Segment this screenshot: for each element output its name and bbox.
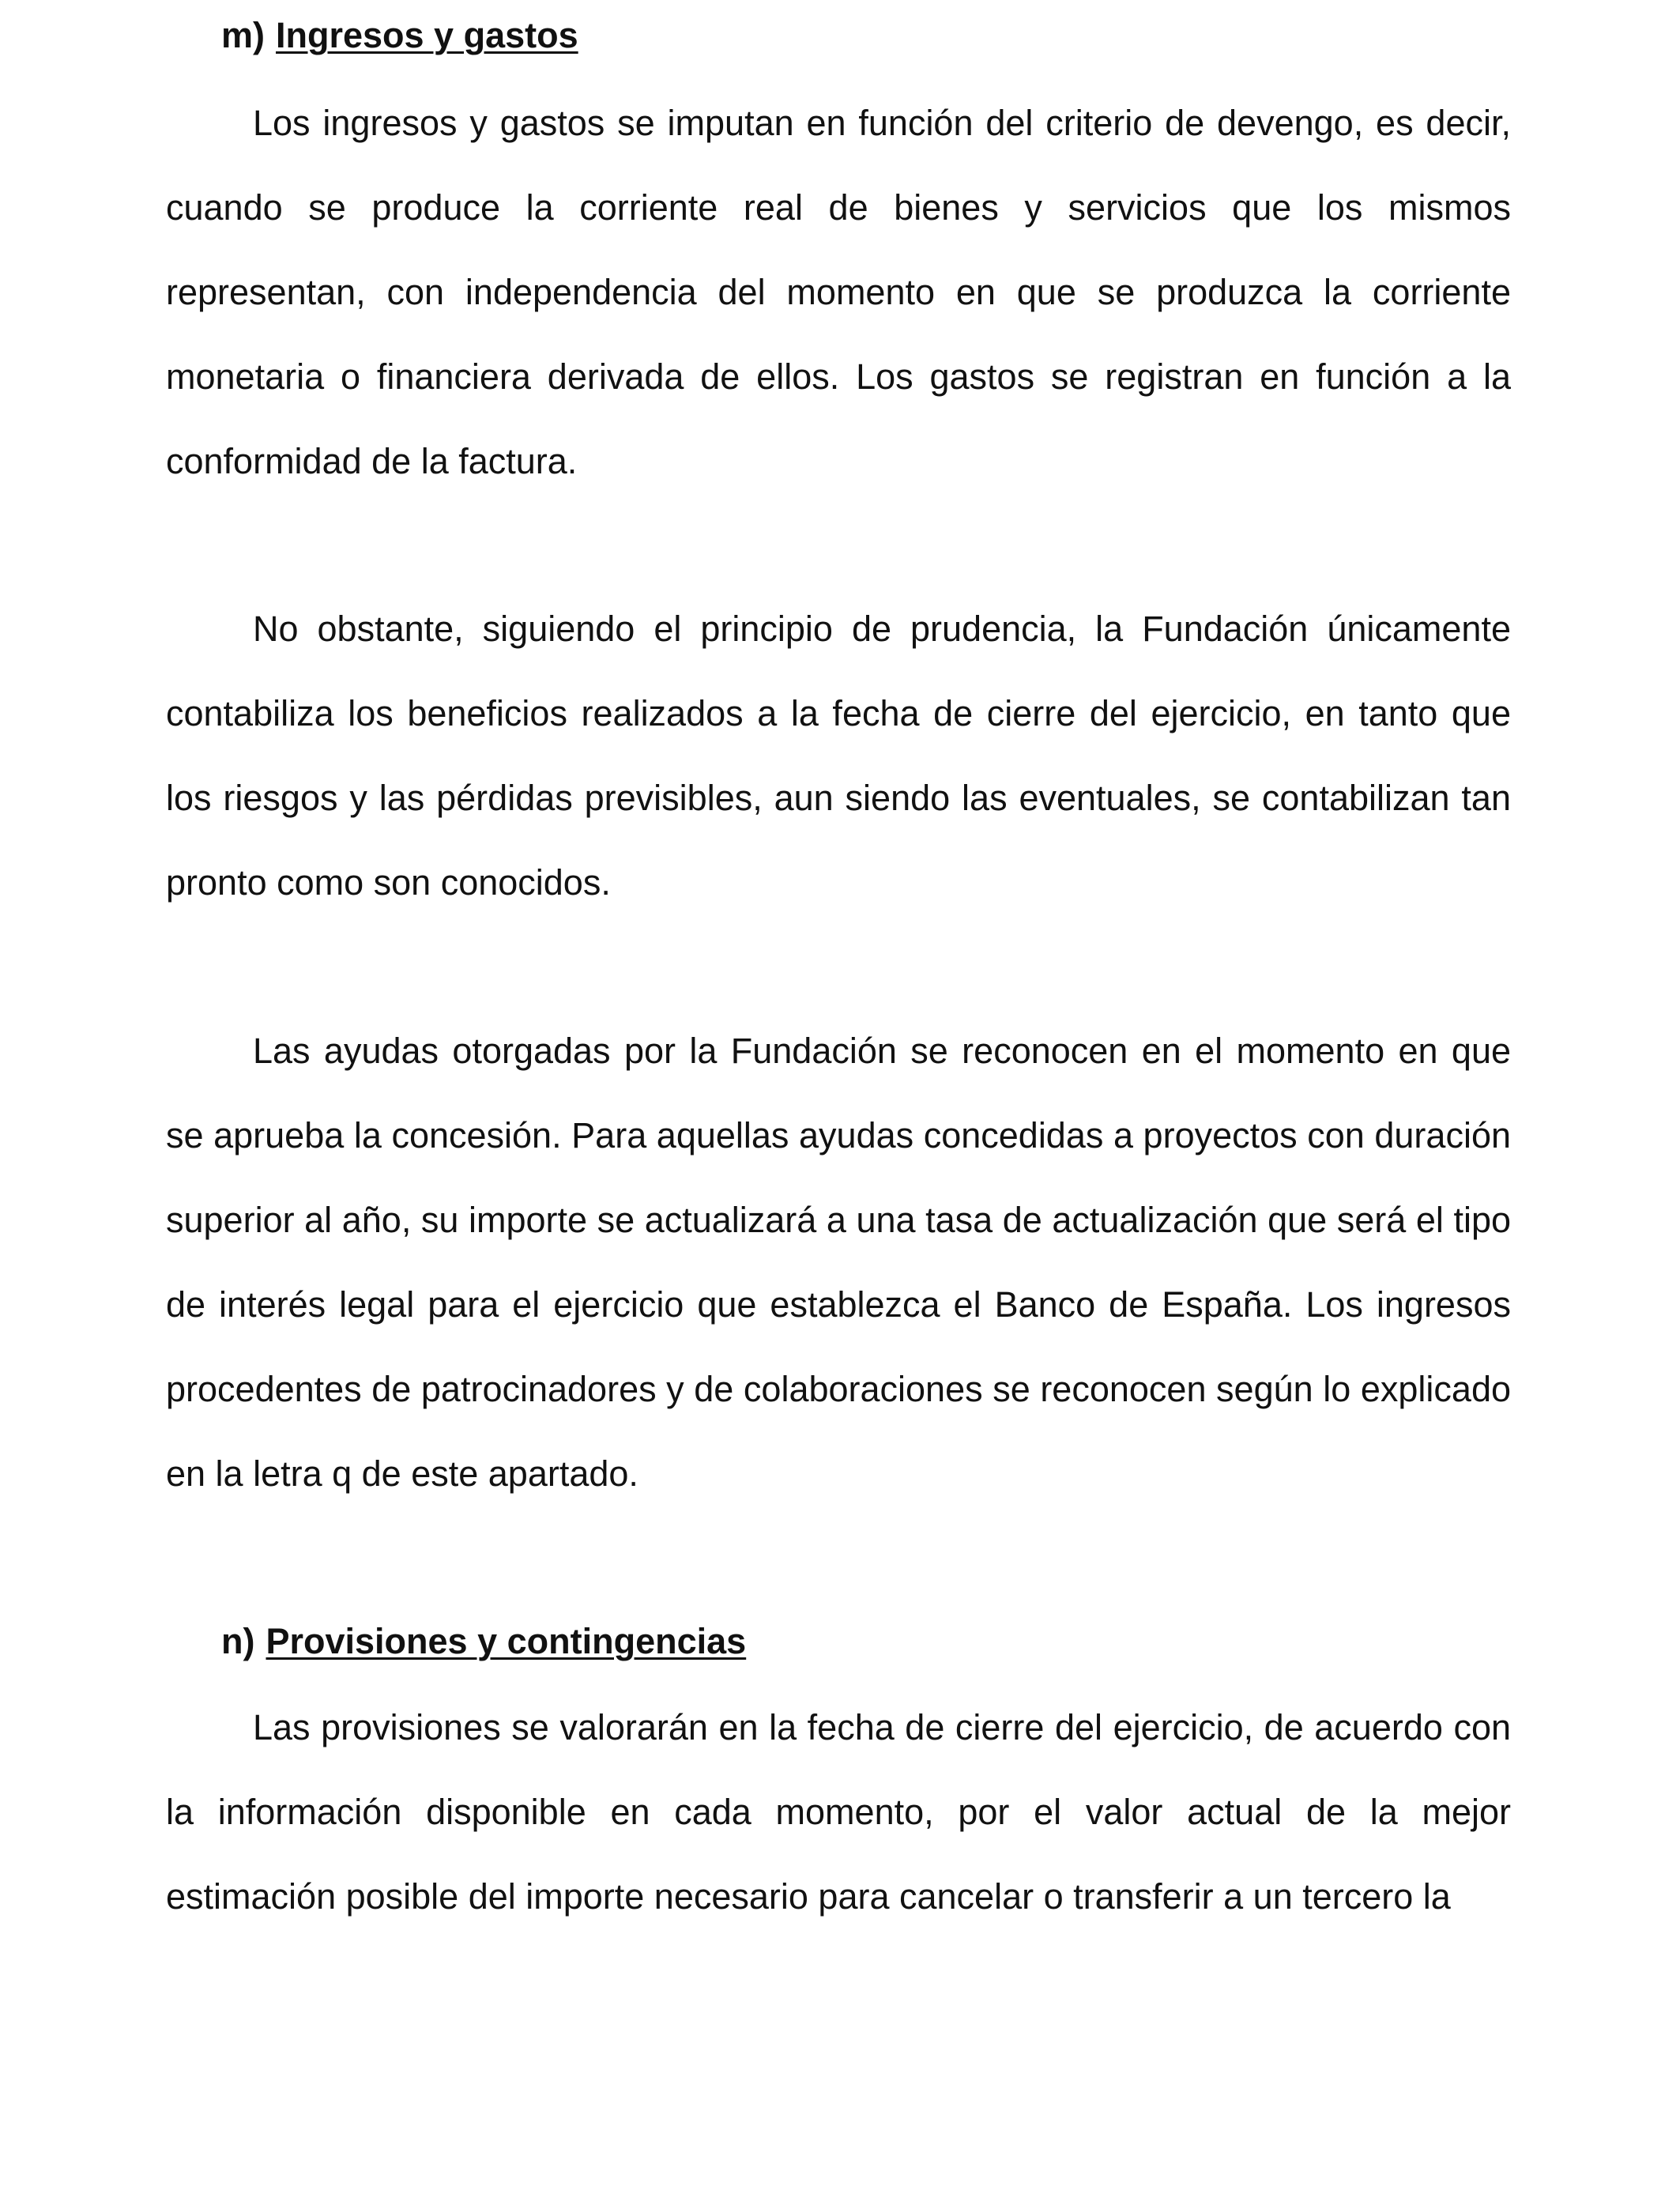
section-heading-m (221, 16, 578, 55)
section-marker: n) (221, 1621, 255, 1661)
section-title: Provisiones y contingencias (266, 1621, 747, 1661)
section-marker: m) (221, 15, 265, 55)
paragraph: Los ingresos y gastos se imputan en función del criterio de devengo, es decir, cuando se produce la corriente real de bienes y servicios que los mismos representan, con independencia del momento en que se produzca la corriente monetaria o financiera derivada de ellos. Los gastos se registran en función a la conformidad de la factura. (166, 103, 1511, 481)
paragraph: Las provisiones se valorarán en la fecha de cierre del ejercicio, de acuerdo con la información disponible en cada momento, por el valor actual de la mejor estimación posible del importe necesario para cancelar o transferir a un tercero la (166, 1707, 1511, 1917)
paragraph: No obstante, siguiendo el principio de prudencia, la Fundación únicamente contabiliza los beneficios realizados a la fecha de cierre del ejercicio, en tanto que los riesgos y las pérdidas previsibles, aun siendo las eventuales, se contabilizan tan pronto como son conocidos. (166, 609, 1511, 903)
section-heading-n (221, 1622, 746, 1661)
paragraph: Las ayudas otorgadas por la Fundación se reconocen en el momento en que se aprueba la concesión. Para aquellas ayudas concedidas a proyectos con duración superior al año, su importe se actualizará a una tasa de actualización que será el tipo de interés legal para el ejercicio que establezca el Banco de España. Los ingresos procedentes de patrocinadores y de colaboraciones se reconocen según lo explicado en la letra q de este apartado. (166, 1031, 1511, 1494)
section-title: Ingresos y gastos (276, 15, 578, 55)
